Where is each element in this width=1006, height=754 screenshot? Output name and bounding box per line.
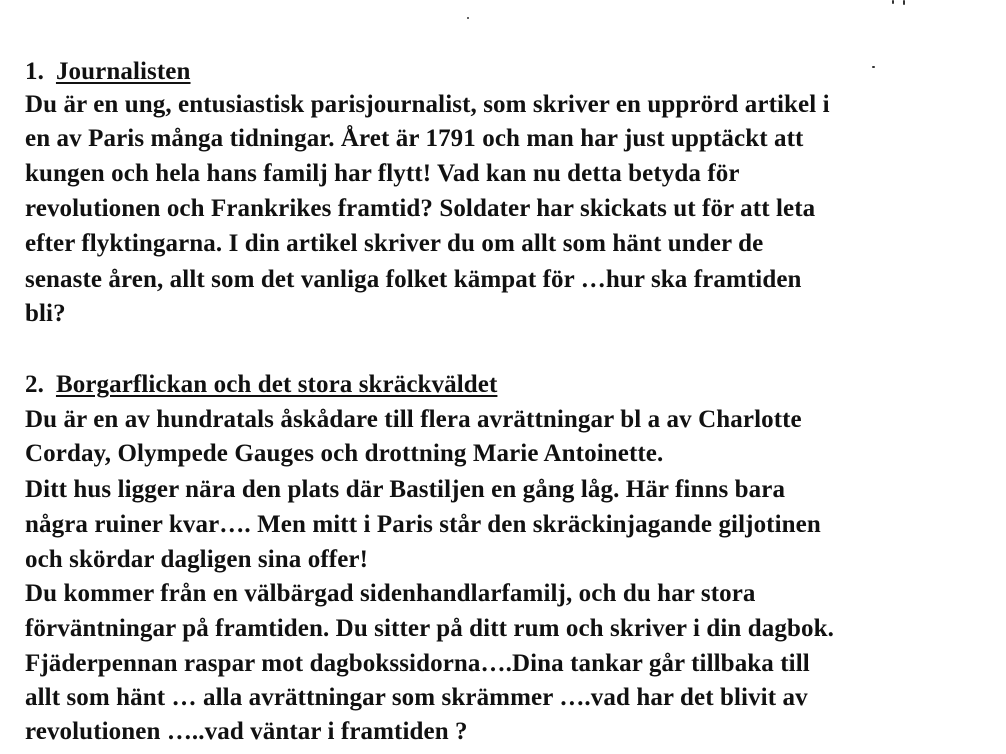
section-1-line: senaste åren, allt som det vanliga folket kämpat för …hur ska framtiden <box>25 266 802 293</box>
section-2-line: revolutionen …..vad väntar i framtiden ? <box>25 718 468 745</box>
section-1-line: efter flyktingarna. I din artikel skriver du om allt som hänt under de <box>25 230 764 257</box>
scan-speck <box>892 0 894 4</box>
section-2-line: Corday, Olympede Gauges och drottning Marie Antoinette. <box>25 440 664 467</box>
section-2-number: 2. <box>25 371 44 398</box>
section-1-number: 1. <box>25 58 44 85</box>
section-1-line: bli? <box>25 300 66 327</box>
section-1-title: Journalisten <box>55 58 191 85</box>
section-2-heading <box>25 368 497 402</box>
section-2-line: Du kommer från en välbärgad sidenhandlarfamilj, och du har stora <box>25 580 756 607</box>
section-1-line: revolutionen och Frankrikes framtid? Soldater har skickats ut för att leta <box>25 195 816 222</box>
section-2-title: Borgarflickan och det stora skräckväldet <box>55 371 498 398</box>
section-2-line: förväntningar på framtiden. Du sitter på ditt rum och skriver i din dagbok. <box>25 615 834 642</box>
section-1-line: kungen och hela hans familj har flytt! Vad kan nu detta betyda för <box>25 160 740 187</box>
section-2-line: några ruiner kvar…. Men mitt i Paris står den skräckinjagande giljotinen <box>25 511 821 538</box>
section-1-heading <box>25 55 191 89</box>
section-2-line: Fjäderpennan raspar mot dagbokssidorna….Dina tankar går tillbaka till <box>25 650 810 677</box>
scan-speck <box>467 17 469 19</box>
scan-speck <box>872 66 875 68</box>
section-2-line: och skördar dagligen sina offer! <box>25 546 369 573</box>
section-1-line: Du är en ung, entusiastisk parisjournalist, som skriver en upprörd artikel i <box>25 91 830 118</box>
section-2-line: allt som hänt … alla avrättningar som skrämmer ….vad har det blivit av <box>25 684 808 711</box>
scan-speck <box>903 0 905 5</box>
section-1-line: en av Paris många tidningar. Året är 1791 och man har just upptäckt att <box>25 125 804 152</box>
section-2-line: Ditt hus ligger nära den plats där Bastiljen en gång låg. Här finns bara <box>25 476 786 503</box>
section-2-line: Du är en av hundratals åskådare till flera avrättningar bl a av Charlotte <box>25 406 802 433</box>
